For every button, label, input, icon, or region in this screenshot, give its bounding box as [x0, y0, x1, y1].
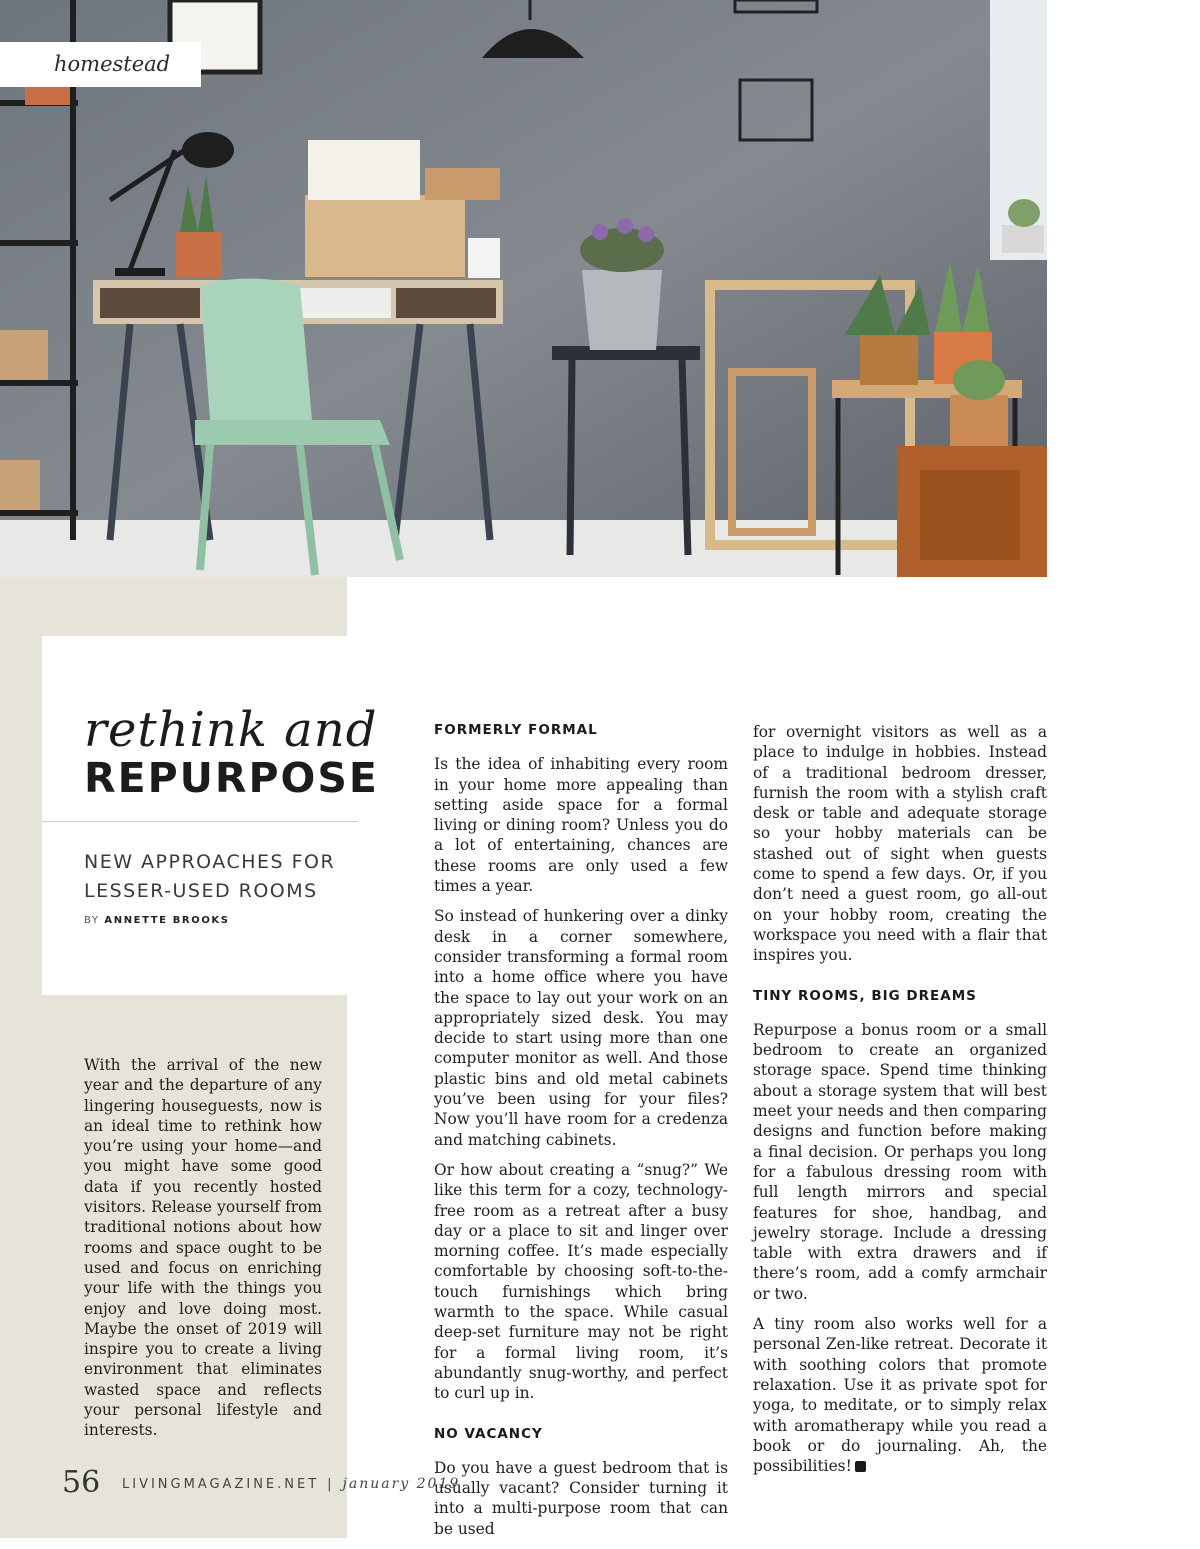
page-title: REPURPOSE [84, 754, 379, 802]
paragraph: Is the idea of inhabiting every room in your home more appealing than setting aside space for a formal living or dining room? Unless you do a lot of entertaining, chances are these rooms are only used a few times a year. [434, 755, 728, 896]
paragraph: for overnight visitors as well as a place to indulge in hobbies. Instead of a traditional bedroom dresser, furnish the room with a stylish craft desk or table and adequate storage so your hobby materials can be stashed out of sight when guests come to spend a few days. Or, if you don’t need a guest room, go all-out on your hobby room, creating the workspace you need with a flair that inspires you. [753, 723, 1047, 965]
author-name: ANNETTE BROOKS [104, 915, 230, 926]
section-heading: NO VACANCY [434, 1425, 543, 1442]
byline [84, 915, 230, 926]
section-label: homestead [0, 42, 201, 87]
title-script: rethink and [84, 702, 378, 758]
footer-separator: | [327, 1477, 335, 1492]
footer-issue: january 2019 [342, 1476, 461, 1492]
article-column-1 [434, 720, 728, 1549]
section-heading: TINY ROOMS, BIG DREAMS [753, 987, 977, 1004]
paragraph: Repurpose a bonus room or a small bedroom to create an organized storage space. Spend time thinking about a storage system that will best meet your needs and then comparing designs and function before making a final decision. Or perhaps you long for a fabulous dressing room with full length mirrors and special features for shoe, handbag, and jewelry storage. Include a dressing table with extra drawers and if there’s room, add a comfy armchair or two. [753, 1020, 1047, 1303]
paragraph: Or how about creating a “snug?” We like this term for a cozy, technology-free room as a retreat after a busy day or a place to sit and linger over morning coffee. It’s made especially comfortable by choosing soft-to-the-touch furnishings which bring warmth to the space. While casual deep-set furniture may not be right for a formal living room, it’s abundantly snug-worthy, and perfect to curl up in. [434, 1160, 728, 1403]
closing-paragraph-text: A tiny room also works well for a personal Zen-like retreat. Decorate it with soothing colors that promote relaxation. Use it as private spot for yoga, to meditate, or to simply relax with aromatherapy while you read a book or do journaling. Ah, the possibilities! [753, 1315, 1047, 1476]
footer-site: LIVINGMAGAZINE.NET [122, 1477, 320, 1492]
paragraph: Do you have a guest bedroom that is usually vacant? Consider turning it into a multi-purpose room that can be used [434, 1458, 728, 1538]
section-heading: FORMERLY FORMAL [434, 722, 598, 738]
title-divider [42, 821, 358, 822]
subtitle: NEW APPROACHES FOR LESSER-USED ROOMS [84, 851, 336, 902]
article-column-2 [753, 722, 1047, 1486]
paragraph: So instead of hunkering over a dinky desk in a corner somewhere, consider transforming a formal room into a home office where you have the space to lay out your work on an appropriately sized desk. You may decide to start using more than one computer monitor as well. And those plastic bins and old metal cabinets you’ve been using for your files? Now you’ll have room for a credenza and matching cabinets. [434, 907, 728, 1149]
footer [122, 1476, 460, 1492]
paragraph [753, 1314, 1047, 1476]
byline-prefix: BY [84, 915, 100, 926]
end-of-article-icon [855, 1461, 866, 1472]
page-number: 56 [62, 1465, 101, 1500]
intro-text [84, 1055, 322, 1451]
title-card [42, 636, 379, 995]
intro-paragraph: With the arrival of the new year and the departure of any lingering houseguests, now is an ideal time to rethink how you’re using your home—and you might have some good data if you recently hosted visitors. Release yourself from traditional notions about how rooms and space ought to be used and focus on enriching your life with the things you enjoy and love doing most. Maybe the onset of 2019 will inspire you to create a living environment that eliminates wasted space and reflects your personal lifestyle and interests. [84, 1056, 322, 1440]
